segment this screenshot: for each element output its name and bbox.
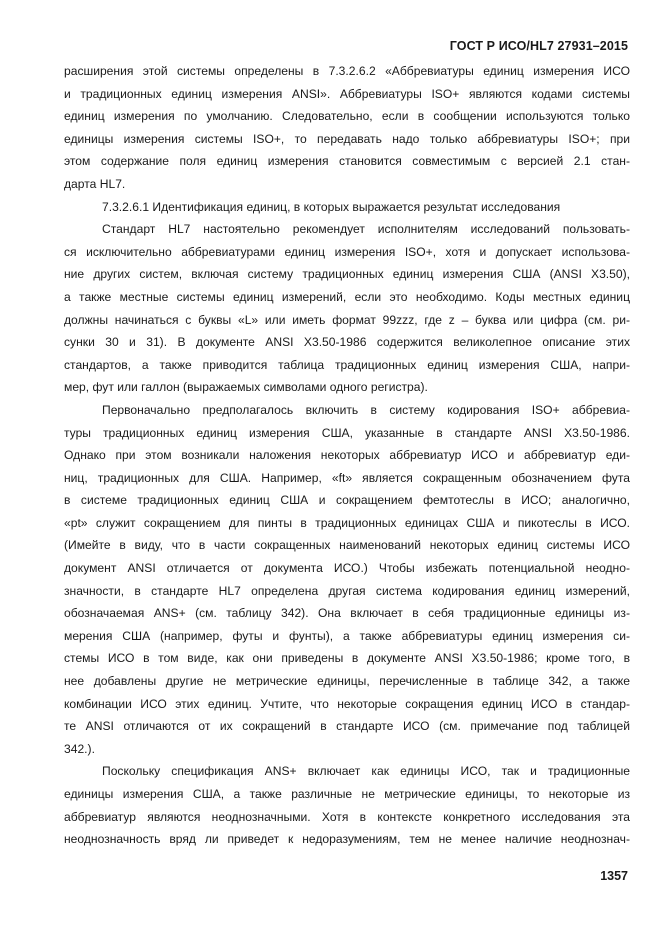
page-number: 1357 [600, 869, 628, 883]
paragraph [64, 760, 630, 850]
document-body [64, 60, 630, 851]
text-line: а также местные системы единиц измерений, если это необходимо. Коды местных единиц [64, 289, 630, 304]
text-line: Стандарт HL7 настоятельно рекомендует исполнителям исследований пользовать- [102, 222, 630, 237]
text-line: единицы измерения системы ISO+, то передавать надо только аббревиатуры ISO+; при [64, 131, 630, 146]
text-line: «pt» служит сокращением для пинты в традиционных единицах США и пикотеслы в ИСО. [64, 515, 630, 530]
text-line: ние других систем, включая систему традиционных единиц измерения США (ANSI X3.50), [64, 267, 630, 282]
text-line: этом содержание поля единиц измерения становится совместимым с версией 2.1 стан- [64, 154, 630, 169]
document-header: ГОСТ Р ИСО/HL7 27931–2015 [449, 39, 628, 53]
text-line: дарта HL7. [64, 176, 126, 191]
paragraph [64, 60, 630, 196]
text-line: те ANSI отличаются от их сокращений в стандарте ИСО (см. примечание под таблицей [64, 719, 630, 734]
paragraph [64, 218, 630, 399]
paragraph [64, 399, 630, 761]
text-line: единицы измерения США, а также различные не метрические единицы, то некоторые из [64, 787, 630, 801]
text-line: Однако при этом возникали наложения некоторых аббревиатур ИСО и аббревиатур еди- [64, 448, 630, 463]
text-line: нее добавлены другие не метрические единицы, перечисленные в таблице 342, а также [64, 674, 630, 689]
text-line: аббревиатур являются неоднозначными. Хотя в контексте конкретного исследования эта [64, 809, 630, 824]
text-line: сунки 30 и 31). В документе ANSI X3.50-1986 содержится великолепное описание этих [64, 335, 630, 350]
text-line: Поскольку спецификация ANS+ включает как единицы ИСО, так и традиционные [102, 764, 630, 779]
text-line: стемы ИСО в том виде, как они приведены в документе ANSI X3.50-1986; кроме того, в [64, 651, 630, 666]
text-line: 7.3.2.6.1 Идентификация единиц, в которых выражается результат исследования [102, 199, 561, 214]
text-line: обозначаемая ANS+ (см. таблицу 342). Она включает в себя традиционные единицы из- [64, 606, 630, 621]
text-line: комбинации ИСО этих единиц. Учтите, что некоторые сокращения единиц ИСО в стандар- [64, 696, 630, 711]
text-line: должны начинаться с буквы «L» или иметь формат 99zzz, где z – буква или цифра (см. ри- [64, 312, 630, 327]
text-line: (Имейте в виду, что в части сокращенных наименований некоторых единиц системы ИСО [64, 538, 630, 553]
text-line: единиц измерения по умолчанию. Следовательно, если в сообщении используются только [64, 109, 630, 124]
text-line: мерения США (например, футы и фунты), а также аббревиатуры единиц измерения си- [64, 628, 630, 643]
text-line: и традиционных единиц измерения ANSI». Аббревиатуры ISO+ являются кодами системы [64, 86, 630, 101]
text-line: ниц, традиционных для США. Например, «ft» является сокращенным обозначением фута [64, 470, 630, 485]
text-line: в системе традиционных единиц США и сокращением фемтотеслы в ИСО; аналогично, [64, 493, 630, 508]
text-line: туры традиционных единиц измерения США, указанные в стандарте ANSI X3.50-1986. [64, 425, 630, 440]
text-line: расширения этой системы определены в 7.3.2.6.2 «Аббревиатуры единиц измерения ИСО [64, 64, 630, 78]
text-line: неоднозначность вряд ли приведет к недоразумениям, тем не менее наличие неоднознач- [64, 832, 630, 847]
text-line: мер, фут или галлон (выражаемых символами одного регистра). [64, 380, 428, 395]
text-line: ся исключительно аббревиатурами единиц измерения ISO+, хотя и допускает использова- [64, 244, 630, 259]
text-line: 342.). [64, 741, 95, 756]
text-line: значности, в стандарте HL7 определена другая система кодирования единиц измерений, [64, 583, 630, 598]
text-line: стандартов, а также приводится таблица традиционных единиц измерения США, напри- [64, 357, 630, 372]
text-line: документ ANSI отличается от документа ИСО.) Чтобы избежать потенциальной неодно- [64, 561, 630, 576]
paragraph [64, 196, 630, 219]
text-line: Первоначально предполагалось включить в систему кодирования ISO+ аббревиа- [102, 402, 630, 417]
